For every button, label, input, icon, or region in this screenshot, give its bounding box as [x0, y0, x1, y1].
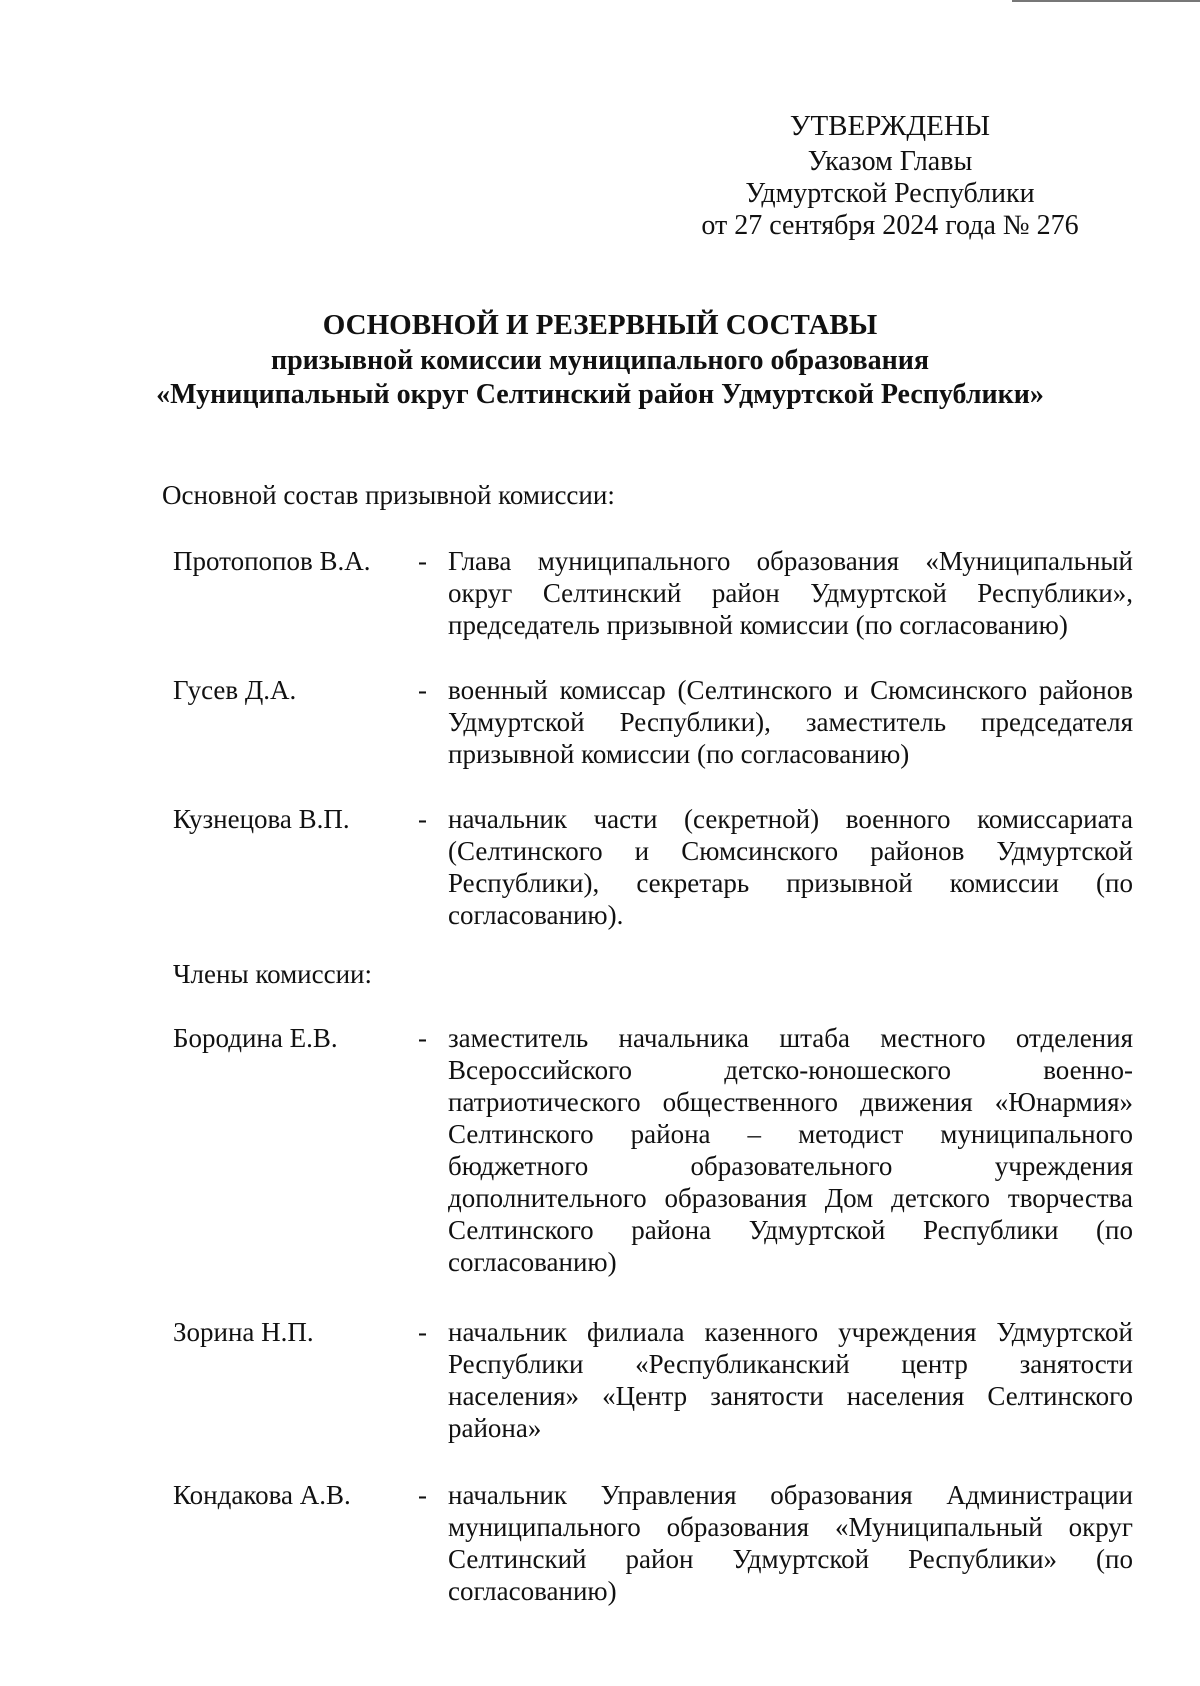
member-dash: -: [418, 1480, 427, 1510]
main-section-label: Основной состав призывной комиссии:: [162, 480, 615, 510]
member-name: Зорина Н.П.: [173, 1317, 314, 1347]
title-line-2: призывной комиссии муниципального образования: [270, 345, 930, 376]
title-line-1: ОСНОВНОЙ И РЕЗЕРВНЫЙ СОСТАВЫ: [322, 309, 878, 341]
members-label: Члены комиссии:: [173, 959, 372, 989]
member-name: Кондакова А.В.: [173, 1480, 351, 1510]
approval-line-3: от 27 сентября 2024 года № 276: [701, 210, 1079, 241]
member-dash: -: [418, 804, 427, 834]
title-line-3: «Муниципальный округ Селтинский район Удмуртской Республики»: [156, 379, 1044, 410]
member-name: Кузнецова В.П.: [173, 804, 350, 834]
member-dash: -: [418, 1317, 427, 1347]
approval-line-1: Указом Главы: [807, 146, 973, 177]
member-name: Протопопов В.А.: [173, 546, 371, 576]
member-description: начальник Управления образования Администрации муниципального образования «Муниципальный округ Селтинский район Удмуртской Республики» (по согласованию): [448, 1480, 1133, 1606]
member-dash: -: [418, 1023, 427, 1053]
member-description: начальник части (секретной) военного комиссариата (Селтинского и Сюмсинского районов Удмуртской Республики), секретарь призывной комиссии (по согласованию).: [448, 804, 1133, 930]
member-name: Гусев Д.А.: [173, 675, 297, 705]
member-name: Бородина Е.В.: [173, 1023, 338, 1053]
member-description: начальник филиала казенного учреждения Удмуртской Республики «Республиканский центр занятости населения» «Центр занятости населения Селтинского района»: [448, 1317, 1133, 1443]
member-description: Глава муниципального образования «Муниципальный округ Селтинский район Удмуртской Республики», председатель призывной комиссии (по согласованию): [448, 546, 1133, 640]
member-description: заместитель начальника штаба местного отделения Всероссийского детско-юношеского военно-патриотического общественного движения «Юнармия» Селтинского района – методист муниципального бюджетного образовательного учреждения дополнительного образования Дом детского творчества Селтинского района Удмуртской Республики (по согласованию): [448, 1023, 1133, 1277]
member-dash: -: [418, 675, 427, 705]
document-title: [100, 308, 1100, 412]
approval-line-2: Удмуртской Республики: [745, 178, 1035, 209]
member-description: военный комиссар (Селтинского и Сюмсинского районов Удмуртской Республики), заместитель председателя призывной комиссии (по согласованию): [448, 675, 1133, 769]
member-dash: -: [418, 546, 427, 576]
approval-heading: УТВЕРЖДЕНЫ: [789, 110, 991, 142]
approval-block: [640, 110, 1140, 242]
scan-edge-line: [1012, 0, 1200, 2]
